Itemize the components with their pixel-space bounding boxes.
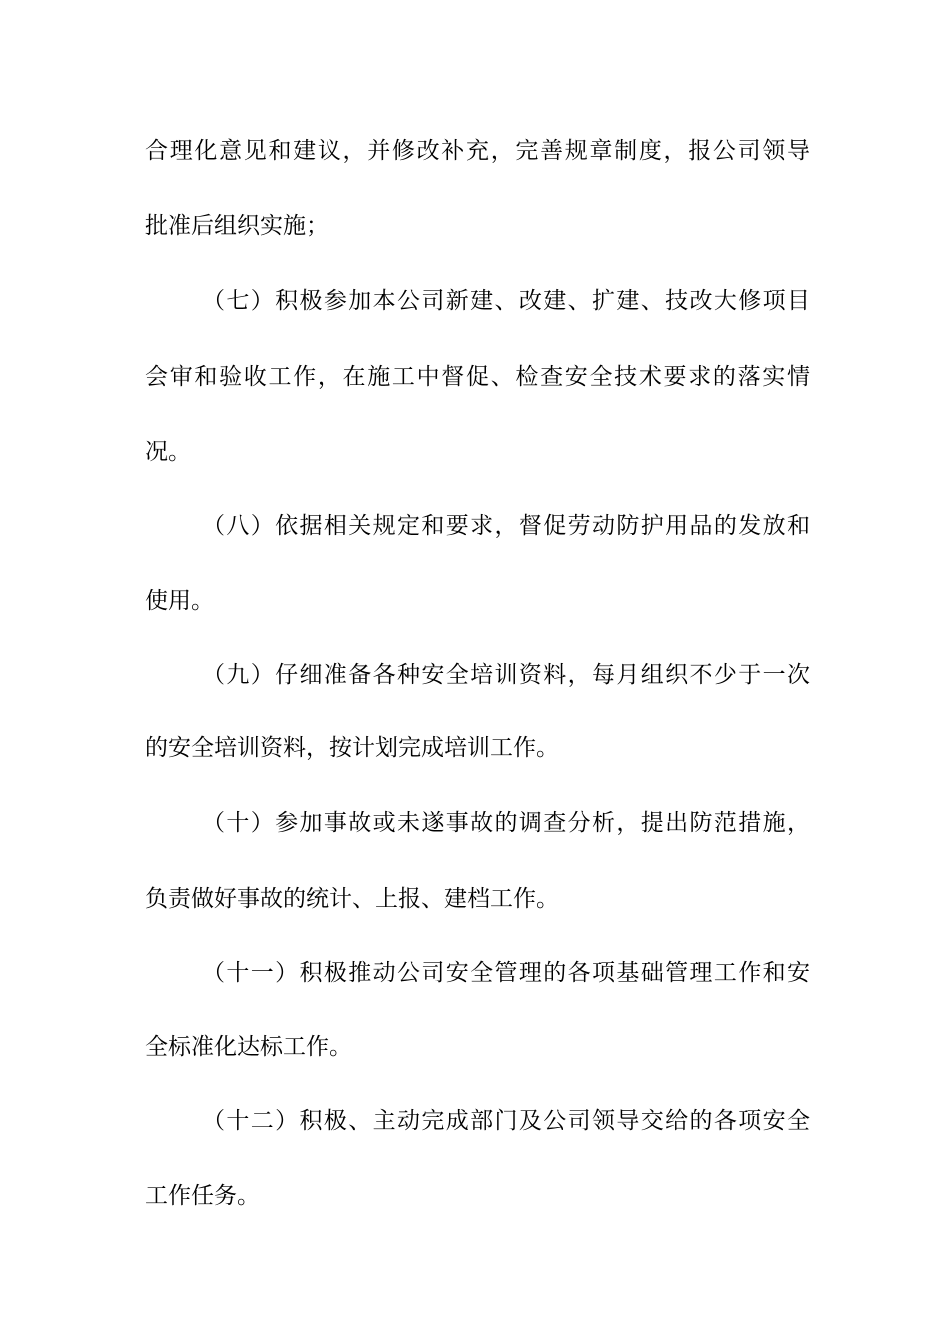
- text-line: 会审和验收工作，在施工中督促、检查安全技术要求的落实情: [145, 364, 812, 390]
- paragraph-start-10: （十）参加事故或未遂事故的调查分析，提出防范措施，: [202, 810, 812, 836]
- paragraph-start-8: （八）依据相关规定和要求，督促劳动防护用品的发放和: [202, 513, 812, 539]
- text-line: 工作任务。: [145, 1183, 260, 1209]
- text-line: 的安全培训资料，按计划完成培训工作。: [145, 735, 559, 761]
- text-line: 全标准化达标工作。: [145, 1034, 352, 1060]
- paragraph-start-11: （十一）积极推动公司安全管理的各项基础管理工作和安: [202, 960, 812, 986]
- text-line: 使用。: [145, 588, 214, 614]
- paragraph-start-9: （九）仔细准备各种安全培训资料，每月组织不少于一次: [202, 662, 812, 688]
- text-line: 况。: [145, 439, 191, 465]
- text-line: 合理化意见和建议，并修改补充，完善规章制度，报公司领导: [145, 138, 812, 164]
- paragraph-start-12: （十二）积极、主动完成部门及公司领导交给的各项安全: [202, 1108, 812, 1134]
- paragraph-start-7: （七）积极参加本公司新建、改建、扩建、技改大修项目: [202, 288, 812, 314]
- text-line: 负责做好事故的统计、上报、建档工作。: [145, 886, 559, 912]
- text-line: 批准后组织实施；: [145, 213, 329, 239]
